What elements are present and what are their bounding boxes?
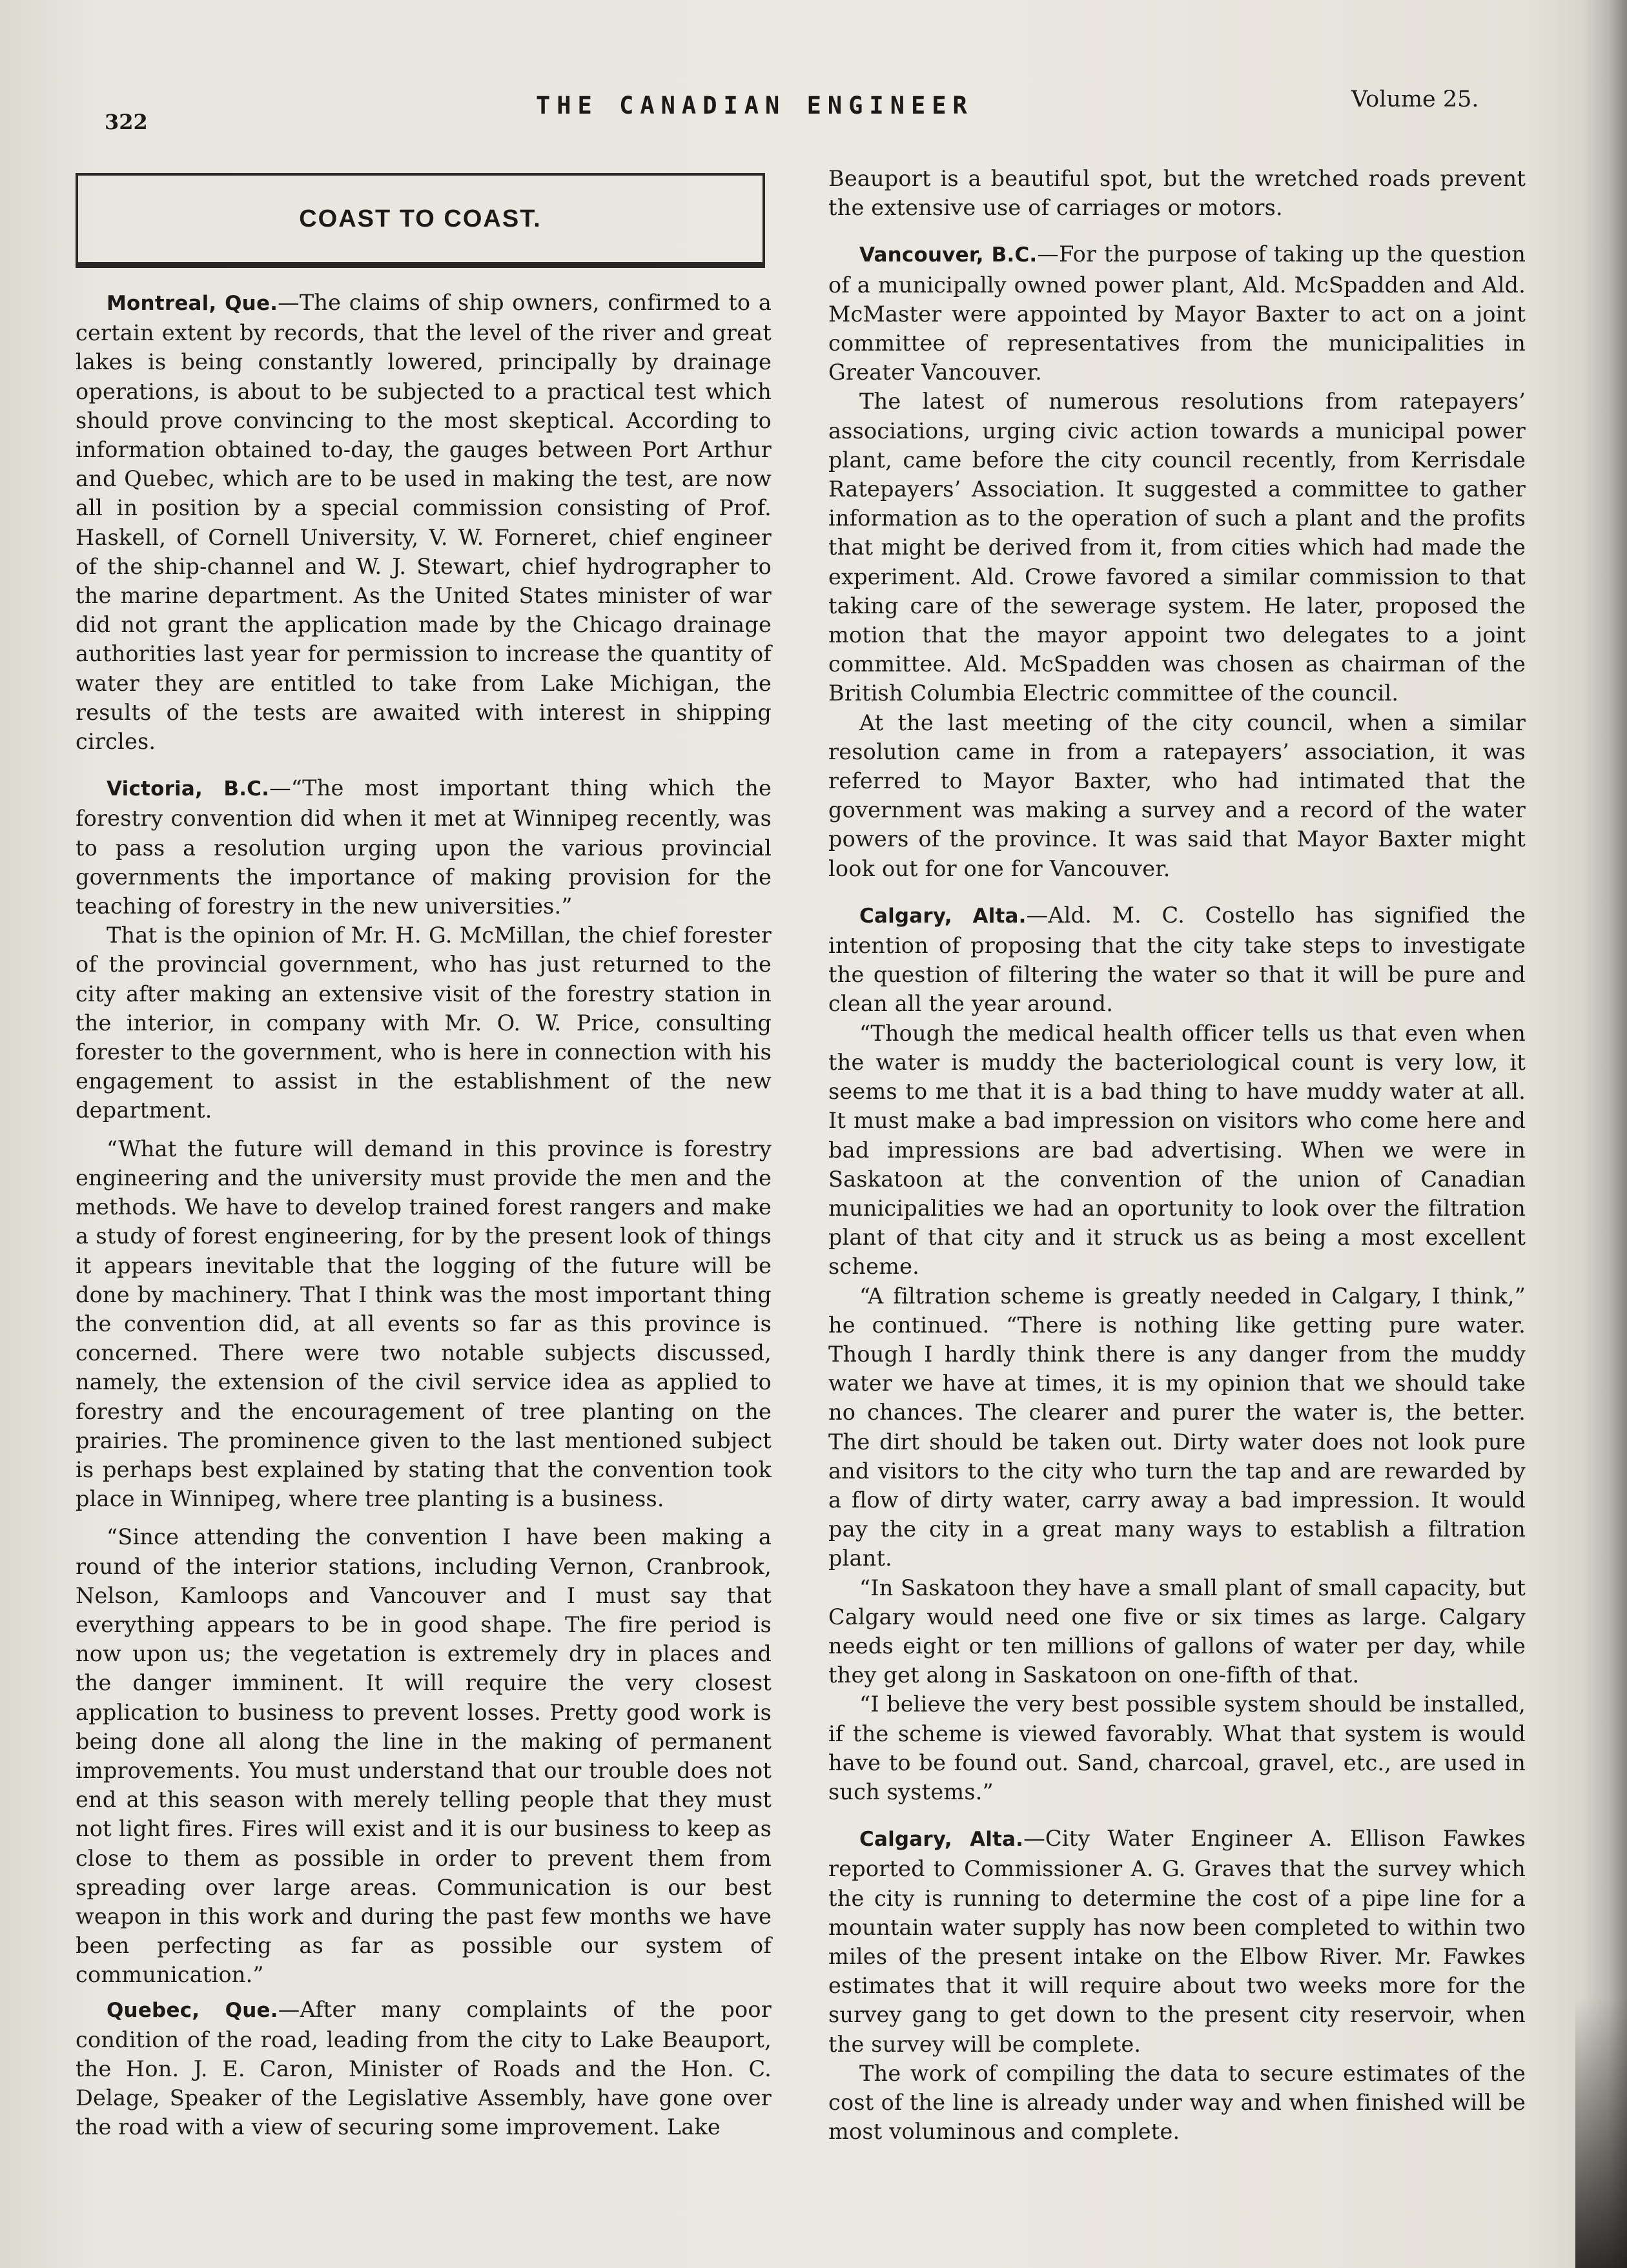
paragraph: Quebec, Que.—After many complaints of the poor condition of the road, leading from the city to Lake Beauport, the Hon. J. E. Caron, Minister of Roads and the Hon. C. Delage, Speaker of the Legislative Assembly, have gone over the road with a view of securing some improvement. Lake: [76, 1996, 772, 2140]
section-title-box: [76, 173, 765, 265]
page-number: 322: [105, 110, 148, 134]
paragraph: That is the opinion of Mr. H. G. McMillan, the chief forester of the provincial government, who has just returned to the city after making an extensive visit of the forestry station in the interior, in company with Mr. O. W. Price, consulting forester to the government, who is here in connection with his engagement to assist in the establishment of the new department.: [76, 923, 772, 1123]
paragraph: Beauport is a beautiful spot, but the wretched roads prevent the extensive use of carriages or motors.: [828, 166, 1526, 221]
place-heading: Calgary, Alta.: [859, 904, 1027, 928]
paragraph: “I believe the very best possible system should be installed, if the scheme is viewed favorably. What that system is would have to be found out. Sand, charcoal, gravel, etc., are used in such systems.”: [828, 1691, 1526, 1804]
paragraph: “What the future will demand in this province is forestry engineering and the university must provide the men and the methods. We have to develop trained forest rangers and make a study of forest engineering, for by the present look of things it appears inevitable that the logging of the future will be done by machinery. That I think was the most important thing the convention did, at all events so far as this province is concerned. There were two notable subjects discussed, namely, the extension of the civil service idea as applied to forestry and the encouragement of tree planting on the prairies. The prominence given to the last mentioned subject is perhaps best explained by stating that the convention took place in Winnipeg, where tree planting is a business.: [76, 1136, 772, 1512]
paragraph: The latest of numerous resolutions from ratepayers’ associations, urging civic action towards a municipal power plant, came before the city council recently, from Kerrisdale Ratepayers’ Association. It suggested a committee to gather information as to the operation of such a plant and the profits that might be derived from it, from cities which had made the experiment. Ald. Crowe favored a similar commission to that taking care of the sewerage system. He later, proposed the motion that the mayor appoint two delegates to a joint committee. Ald. McSpadden was chosen as chairman of the British Columbia Electric committee of the council.: [828, 389, 1526, 706]
paragraph: At the last meeting of the city council, when a similar resolution came in from a ratepayers’ association, it was referred to Mayor Baxter, who had intimated that the government was making a survey and a record of the water powers of the province. It was said that Mayor Baxter might look out for one for Vancouver.: [828, 710, 1526, 881]
right-column: [828, 164, 1526, 2146]
page-header: [0, 83, 1627, 134]
place-heading: Vancouver, B.C.: [859, 243, 1038, 267]
running-title: THE CANADIAN ENGINEER: [536, 92, 974, 119]
paragraph: “Though the medical health officer tells us that even when the water is muddy the bacteriological count is very low, it seems to me that it is a bad thing to have muddy water at all. It must make a bad impression on visitors who come here and bad impressions are bad advertising. When we were in Saskatoon at the convention of the union of Canadian municipalities we had an oportunity to look over the filtration plant of that city and it struck us as being a most excellent scheme.: [828, 1020, 1526, 1280]
paragraph: Calgary, Alta.—Ald. M. C. Costello has signified the intention of proposing that the city take steps to investigate the question of filtering the water so that it will be pure and clean all the year around.: [828, 902, 1526, 1017]
paragraph: Vancouver, B.C.—For the purpose of taking up the question of a municipally owned power plant, Ald. McSpadden and Ald. McMaster were appointed by Mayor Baxter to act on a joint committee of representatives from the municipalities in Greater Vancouver.: [828, 241, 1526, 385]
paragraph: “A filtration scheme is greatly needed in Calgary, I think,” he continued. “There is nothing like getting pure water. Though I hardly think there is any danger from the muddy water we have at times, it is my opinion that we should take no chances. The clearer and purer the water is, the better. The dirt should be taken out. Dirty water does not look pure and visitors to the city who turn the tap and are rewarded by a flow of dirty water, carry away a bad impression. It would pay the city in a great many ways to establish a filtration plant.: [828, 1283, 1526, 1571]
paragraph: “Since attending the convention I have been making a round of the interior stations, including Vernon, Cranbrook, Nelson, Kamloops and Vancouver and I must say that everything appears to be in good shape. The fire period is now upon us; the vegetation is extremely dry in places and the danger imminent. It will require the very closest application to business to prevent losses. Pretty good work is being done all along the line in the making of permanent improvements. You must understand that our trouble does not end at this season with merely telling people that they must not light fires. Fires will exist and it is our business to keep as close to them as possible in order to prevent them from spreading over large areas. Communication is our best weapon in this work and during the past few months we have been perfecting as far as possible our system of communication.”: [76, 1524, 772, 1988]
place-heading: Calgary, Alta.: [859, 1828, 1024, 1852]
left-column: [76, 288, 772, 2142]
place-heading: Quebec, Que.: [107, 1998, 278, 2022]
page-corner-shadow: [1575, 1997, 1627, 2268]
paragraph: “In Saskatoon they have a small plant of small capacity, but Calgary would need one five or six times as large. Calgary needs eight or ten millions of gallons of water per day, while they get along in Saskatoon on one-fifth of that.: [828, 1575, 1526, 1688]
binding-shadow: [1582, 0, 1627, 2268]
paragraph: Calgary, Alta.—City Water Engineer A. Ellison Fawkes reported to Commissioner A. G. Graves that the survey which the city is running to determine the cost of a pipe line for a mountain water supply has now been completed to within two miles of the present intake on the Elbow River. Mr. Fawkes estimates that it will require about two weeks more for the survey gang to get down to the present city reservoir, when the survey will be complete.: [828, 1826, 1526, 2057]
place-heading: Victoria, B.C.: [107, 777, 270, 801]
place-heading: Montreal, Que.: [107, 292, 278, 315]
paragraph: Montreal, Que.—The claims of ship owners, confirmed to a certain extent by records, that the level of the river and great lakes is being constantly lowered, principally by drainage operations, is about to be subjected to a practical test which should prove convincing to the most skeptical. According to information obtained to-day, the gauges between Port Arthur and Quebec, which are to be used in making the test, are now all in position by a special commission consisting of Prof. Haskell, of Cornell University, V. W. Forneret, chief engineer of the ship-channel and W. J. Stewart, chief hydrographer to the marine department. As the United States minister of war did not grant the application made by the Chicago drainage authorities last year for permission to increase the quantity of water they are entitled to take from Lake Michigan, the results of the tests are awaited with interest in shipping circles.: [76, 290, 772, 755]
section-title: COAST TO COAST.: [299, 205, 542, 232]
paragraph: Victoria, B.C.—“The most important thing which the forestry convention did when it met at Winnipeg recently, was to pass a resolution urging upon the various provincial governments the importance of making provision for the teaching of forestry in the new universities.”: [76, 775, 772, 919]
volume-label: Volume 25.: [1351, 87, 1479, 112]
paragraph: The work of compiling the data to secure estimates of the cost of the line is already under way and when finished will be most voluminous and complete.: [828, 2060, 1526, 2145]
